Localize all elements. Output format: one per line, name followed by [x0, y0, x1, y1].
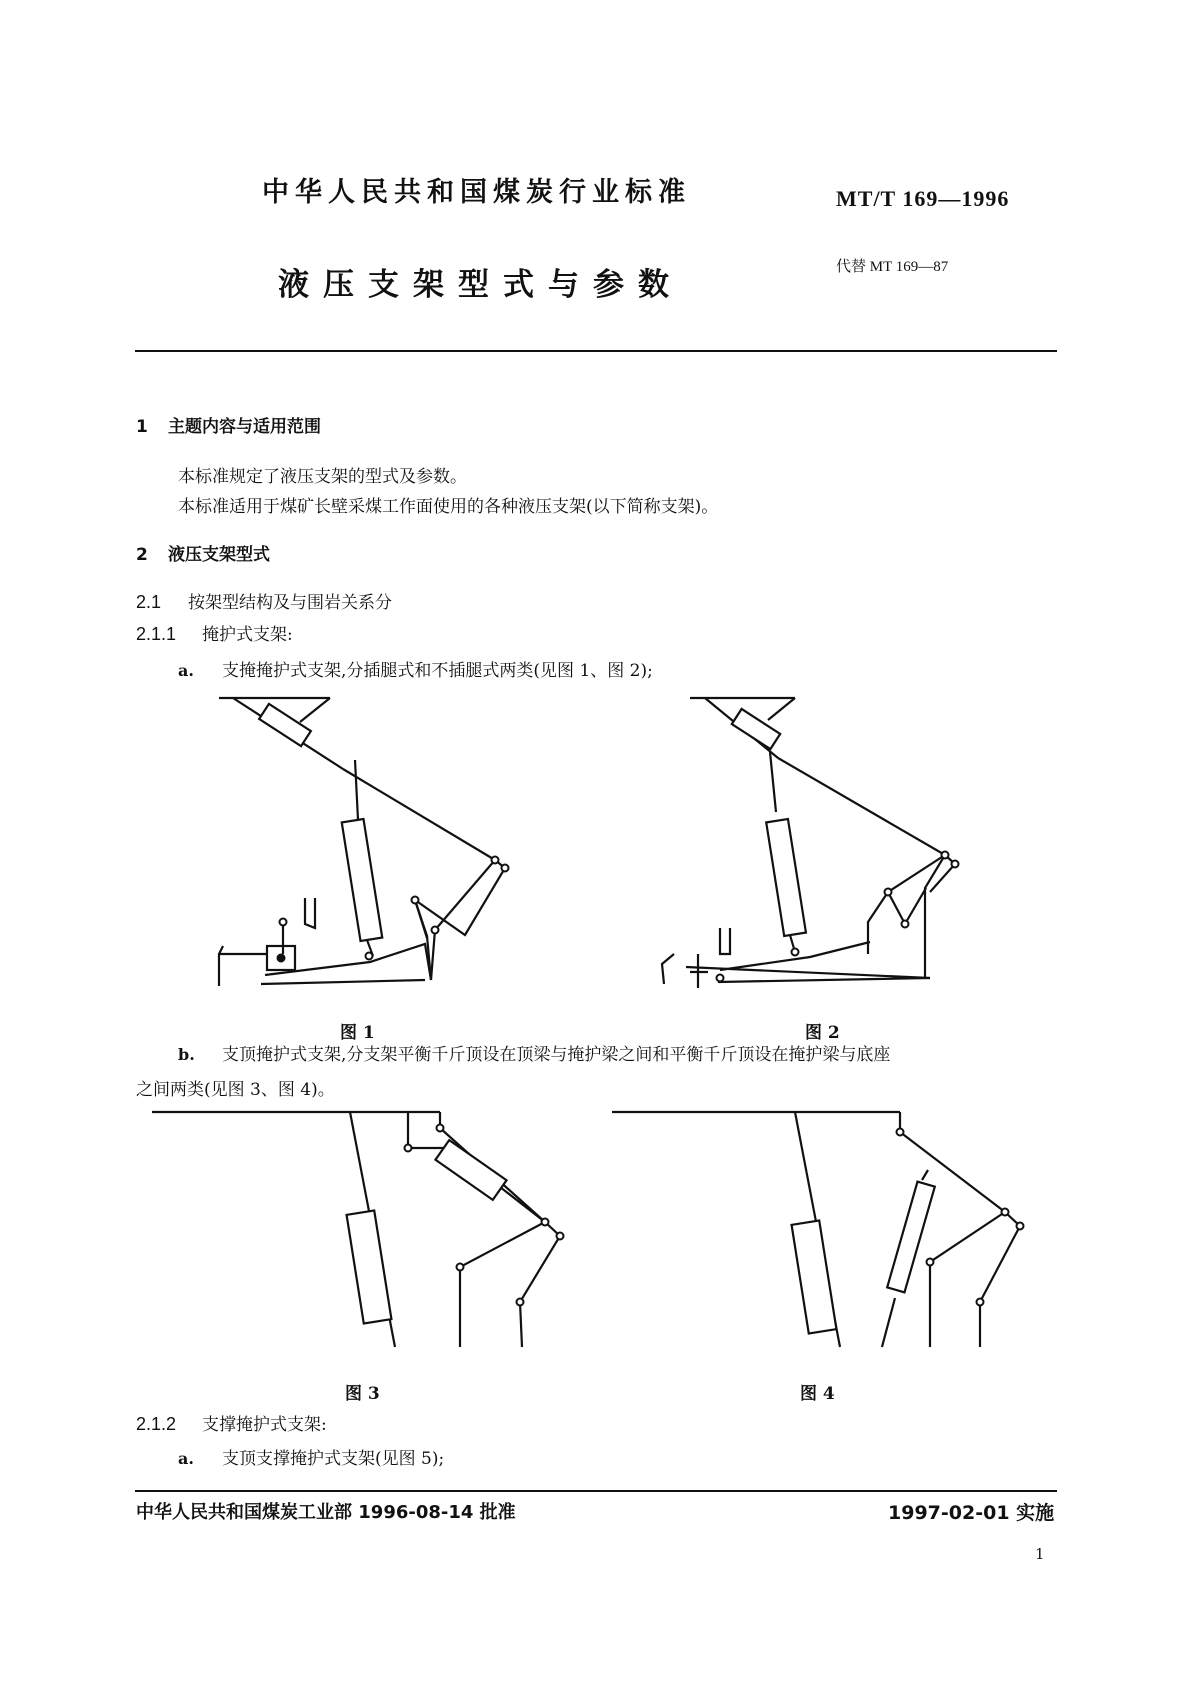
section-2-number: 2 [136, 545, 148, 565]
figure-4-diagram [610, 1102, 1040, 1352]
item-a-2 [178, 1444, 444, 1469]
item-b-1-label: b. [178, 1045, 195, 1064]
item-a-1-label: a. [178, 661, 194, 680]
section-2-title: 液压支架型式 [168, 545, 270, 565]
figure-1-caption: 图 1 [340, 1023, 375, 1043]
approval-note: 中华人民共和国煤炭工业部 1996-08-14 批准 [136, 1502, 516, 1523]
fig1-jack [259, 704, 311, 746]
item-a-2-text: 支顶支撑掩护式支架(见图 5); [222, 1449, 445, 1469]
clause-2-1-1-number: 2.1.1 [136, 624, 177, 644]
item-a-1 [178, 656, 653, 681]
footer-divider [135, 1490, 1057, 1492]
fig4-balance-jack [887, 1182, 935, 1293]
section-2-heading [136, 540, 270, 565]
fig2-leg-cylinder [766, 819, 806, 936]
standard-name: 中华人民共和国煤炭行业标准 [262, 177, 691, 208]
replaces-note: 代替 MT 169—87 [836, 259, 949, 275]
clause-2-1 [136, 588, 392, 613]
fig3-leg-cylinder [347, 1210, 392, 1323]
item-b-1-continuation: 之间两类(见图 3、图 4)。 [136, 1080, 335, 1100]
section-1-paragraph-1: 本标准规定了液压支架的型式及参数。 [178, 467, 467, 487]
clause-2-1-2 [136, 1410, 327, 1435]
figure-1-diagram [205, 692, 525, 992]
clause-2-1-2-number: 2.1.2 [136, 1414, 177, 1434]
figure-3-caption: 图 3 [345, 1384, 380, 1404]
header-divider [135, 350, 1057, 352]
item-a-1-text: 支掩掩护式支架,分插腿式和不插腿式两类(见图 1、图 2); [222, 661, 653, 681]
item-b-1-text: 支顶掩护式支架,分支架平衡千斤顶设在顶梁与掩护梁之间和平衡千斤顶设在掩护梁与底座 [222, 1045, 891, 1065]
item-a-2-label: a. [178, 1449, 194, 1468]
fig1-leg-cylinder [342, 819, 383, 941]
effective-date: 1997-02-01 实施 [888, 1502, 1055, 1524]
clause-2-1-1 [136, 620, 293, 645]
item-b-1 [178, 1040, 890, 1065]
figure-4-caption: 图 4 [800, 1384, 835, 1404]
fig4-leg-cylinder [792, 1220, 837, 1333]
section-1-number: 1 [136, 417, 148, 437]
section-1-title: 主题内容与适用范围 [168, 417, 321, 437]
page-number: 1 [1035, 1545, 1045, 1563]
figure-2-caption: 图 2 [805, 1023, 840, 1043]
section-1-heading [136, 412, 321, 437]
document-title: 液压支架型式与参数 [278, 267, 683, 303]
figure-2-diagram [650, 692, 970, 992]
section-1-paragraph-2: 本标准适用于煤矿长壁采煤工作面使用的各种液压支架(以下简称支架)。 [178, 497, 719, 517]
clause-2-1-text: 按架型结构及与围岩关系分 [188, 593, 392, 613]
standard-code: MT/T 169—1996 [836, 186, 1010, 211]
clause-2-1-1-text: 掩护式支架: [202, 625, 293, 645]
clause-2-1-2-text: 支撑掩护式支架: [202, 1415, 327, 1435]
fig3-balance-jack [435, 1140, 506, 1200]
figure-3-diagram [150, 1102, 580, 1352]
clause-2-1-number: 2.1 [136, 592, 162, 612]
